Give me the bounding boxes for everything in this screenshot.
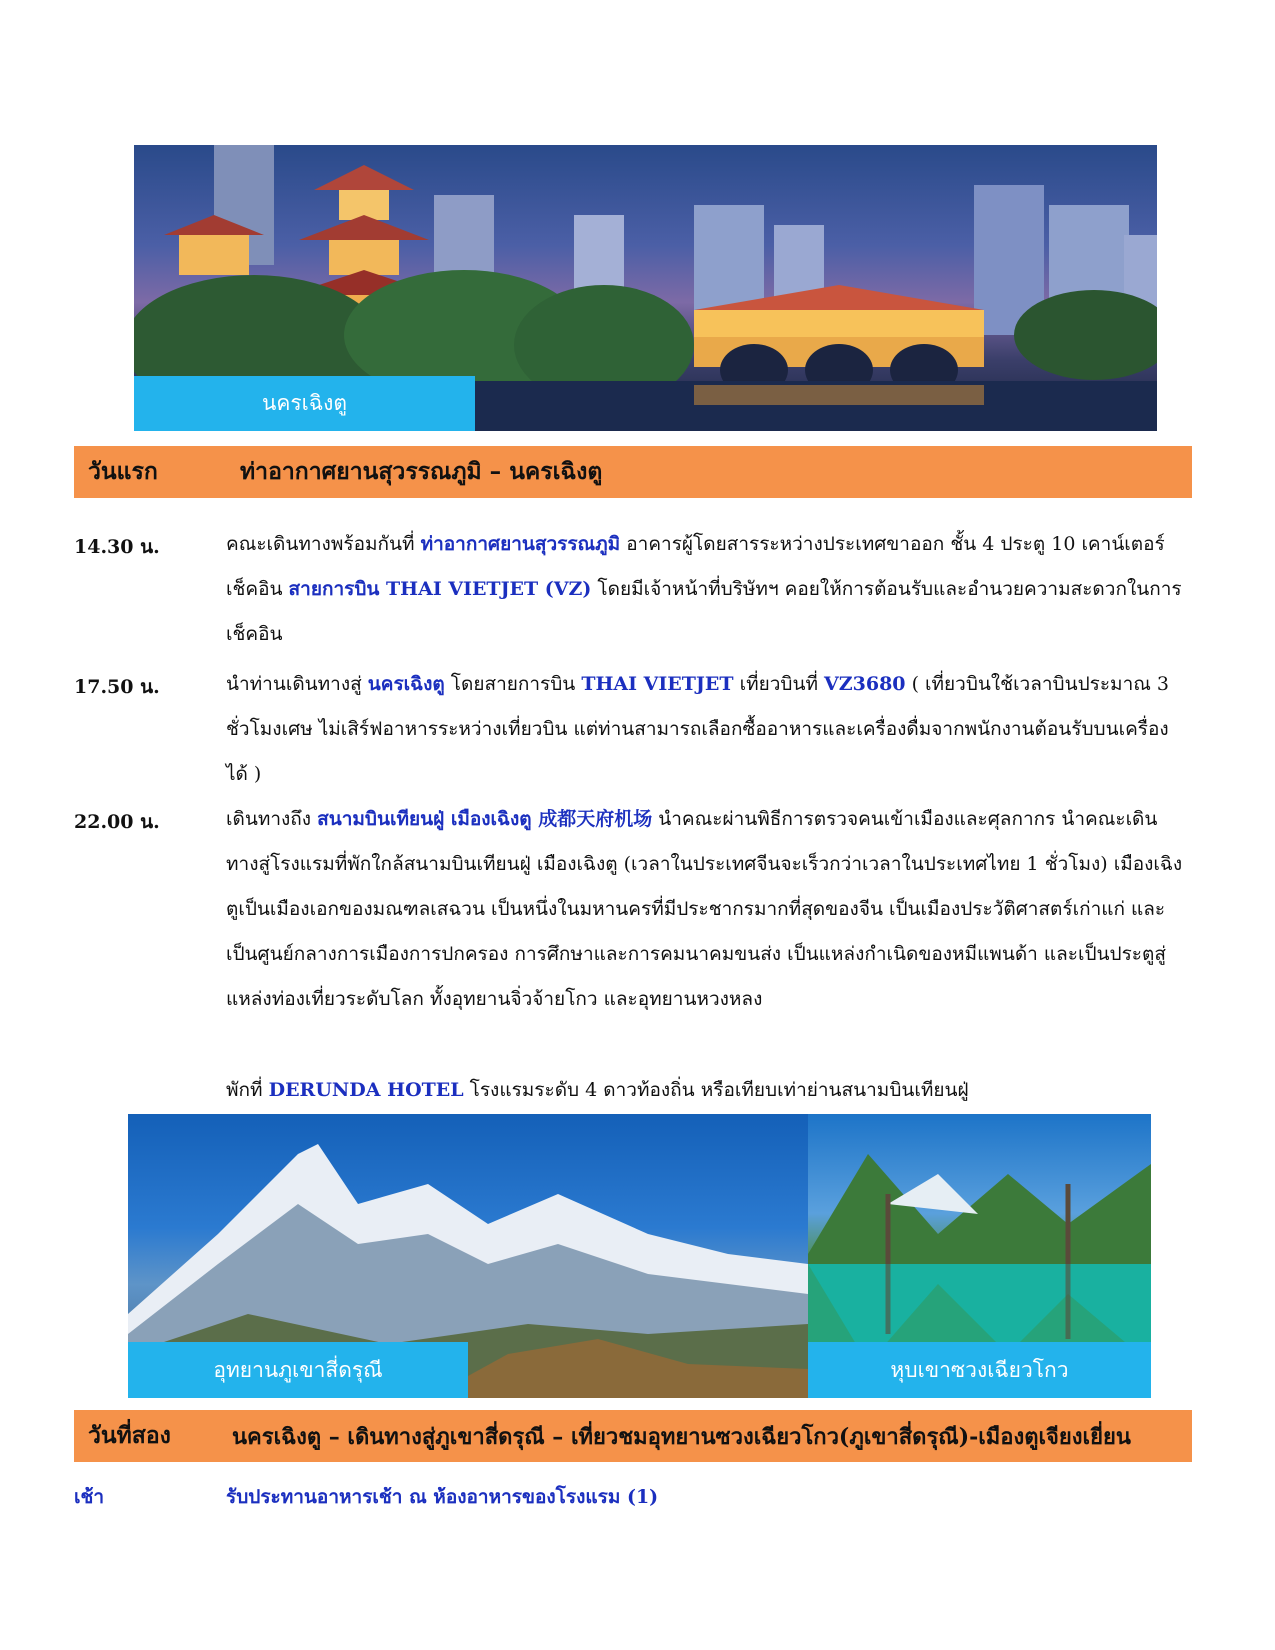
entry-time-1430: 14.30 น. [74,536,160,558]
hotel-line: พักที่ DERUNDA HOTEL โรงแรมระดับ 4 ดาวท้องถิ่น หรือเทียบเท่าย่านสนามบินเทียนฝู่ [226,1079,969,1101]
shuangqiao-caption: หุบเขาซวงเฉียวโกว [808,1342,1151,1398]
day2-header-bar [74,1410,1192,1462]
day1-route-title: ท่าอากาศยานสุวรรณภูมิ – นครเฉิงตู [240,458,603,485]
airline-name-highlight: THAI VIETJET [581,673,734,695]
day1-label: วันแรก [88,458,158,485]
entry-time-1750: 17.50 น. [74,676,160,698]
entry-text-1430: คณะเดินทางพร้อมกันที่ ท่าอากาศยานสุวรรณภูมิ อาคารผู้โดยสารระหว่างประเทศขาออก ชั้น 4 ประตู 10 เคาน์เตอร์เช็คอิน สายการบิน THAI VIETJET (VZ) โดยมีเจ้าหน้าที่บริษัทฯ คอยให้การต้อนรับและอำนวยความสะดวกในการเช็คอิน [226,533,1182,645]
breakfast-text: รับประทานอาหารเช้า ณ ห้องอาหารของโรงแรม (1) [226,1486,659,1508]
airport-highlight: ท่าอากาศยานสุวรรณภูมิ [420,533,621,555]
siguniang-mountain-image [128,1114,808,1398]
day2-route-title: นครเฉิงตู – เดินทางสู่ภูเขาสี่ดรุณี – เที่ยวชมอุทยานซวงเฉียวโกว(ภูเขาสี่ดรุณี)-เมืองตูเจียงเยี่ยน [232,1423,1131,1450]
city-highlight: นครเฉิงตู [367,673,445,695]
shuangqiao-valley-image [808,1114,1151,1398]
hotel-name-highlight: DERUNDA HOTEL [268,1079,464,1101]
entry-text-1750: นำท่านเดินทางสู่ นครเฉิงตู โดยสายการบิน THAI VIETJET เที่ยวบินที่ VZ3680 ( เที่ยวบินใช้เวลาบินประมาณ 3 ชั่วโมงเศษ ไม่เสิร์ฟอาหารระหว่างเที่ยวบิน แต่ท่านสามารถเลือกซื้ออาหารและเครื่องดื่มจากพนักงานต้อนรับบนเครื่องได้ ) [226,673,1170,785]
entry-time-2200: 22.00 น. [74,811,160,833]
siguniang-caption: อุทยานภูเขาสี่ดรุณี [128,1342,468,1398]
scenery-banner [128,1114,1151,1398]
tianfu-airport-highlight: สนามบินเทียนฝู่ เมืองเฉิงตู 成都天府机场 [317,808,653,830]
chengdu-caption: นครเฉิงตู [134,376,475,431]
entry-text-2200: เดินทางถึง สนามบินเทียนฝู่ เมืองเฉิงตู 成都天府机场 นำคณะผ่านพิธีการตรวจคนเข้าเมืองและศุลกากร นำคณะเดินทางสู่โรงแรมที่พักใกล้สนามบินเทียนฝู่ เมืองเฉิงตู (เวลาในประเทศจีนจะเร็วกว่าเวลาในประเทศไทย 1 ชั่วโมง) เมืองเฉิงตูเป็นเมืองเอกของมณฑลเสฉวน เป็นหนึ่งในมหานครที่มีประชากรมากที่สุดของจีน เป็นเมืองประวัติศาสตร์เก่าแก่ และเป็นศูนย์กลางการเมืองการปกครอง การศึกษาและการคมนาคมขนส่ง เป็นแหล่งกำเนิดของหมีแพนด้า และเป็นประตูสู่แหล่งท่องเที่ยวระดับโลก ทั้งอุทยานจิ่วจ้ายโกว และอุทยานหวงหลง [226,808,1183,1010]
day1-header-bar [74,446,1192,498]
meal-time-morning: เช้า [74,1486,105,1508]
day2-label: วันที่สอง [88,1422,171,1449]
airline-highlight: สายการบิน THAI VIETJET (VZ) [288,578,592,600]
flight-number-highlight: VZ3680 [824,673,906,695]
chengdu-banner-image [134,145,1157,431]
